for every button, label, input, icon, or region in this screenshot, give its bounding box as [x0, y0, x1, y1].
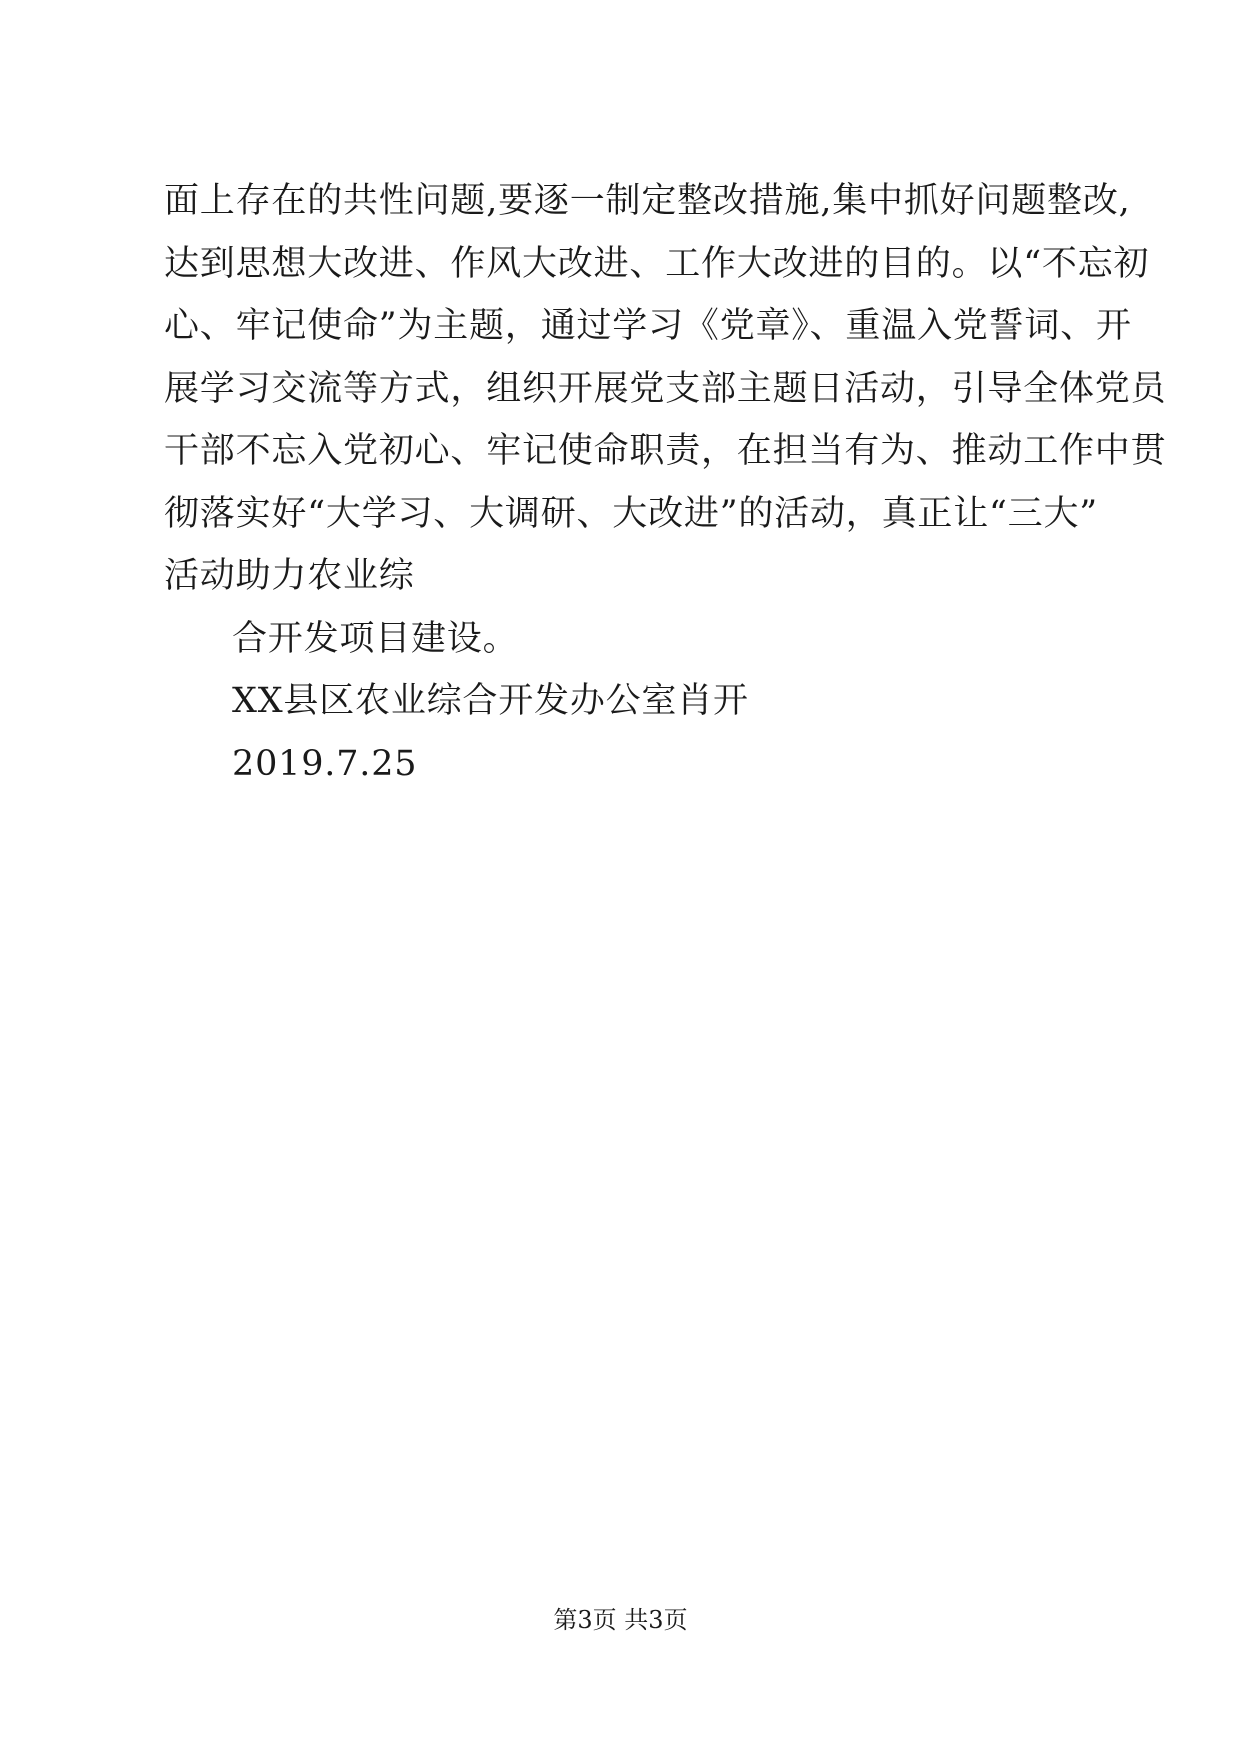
- paragraph-line-6: 彻落实好“大学习、大调研、大改进”的活动，真正让“三大”: [164, 493, 1098, 534]
- page-footer: 第3页 共3页: [553, 1606, 688, 1634]
- signature: XX县区农业综合开发办公室肖开: [232, 681, 749, 721]
- paragraph-line-5: 干部不忘入党初心、牢记使命职责，在担当有为、推动工作中贯: [164, 431, 1167, 471]
- continuation-line: 合开发项目建设。: [232, 618, 519, 659]
- paragraph-line-2: 达到思想大改进、作风大改进、工作大改进的目的。以“不忘初: [164, 243, 1150, 284]
- body-text: [164, 170, 1167, 795]
- paragraph-line-7: 活动助力农业综: [164, 556, 415, 596]
- paragraph-line-1: 面上存在的共性问题,要逐一制定整改措施,集中抓好问题整改,: [164, 181, 1131, 221]
- paragraph-line-4: 展学习交流等方式，组织开展党支部主题日活动，引导全体党员: [164, 368, 1167, 409]
- date: 2019.7.25: [232, 743, 418, 784]
- paragraph-line-3: 心、牢记使命”为主题，通过学习《党章》、重温入党誓词、开: [164, 306, 1132, 346]
